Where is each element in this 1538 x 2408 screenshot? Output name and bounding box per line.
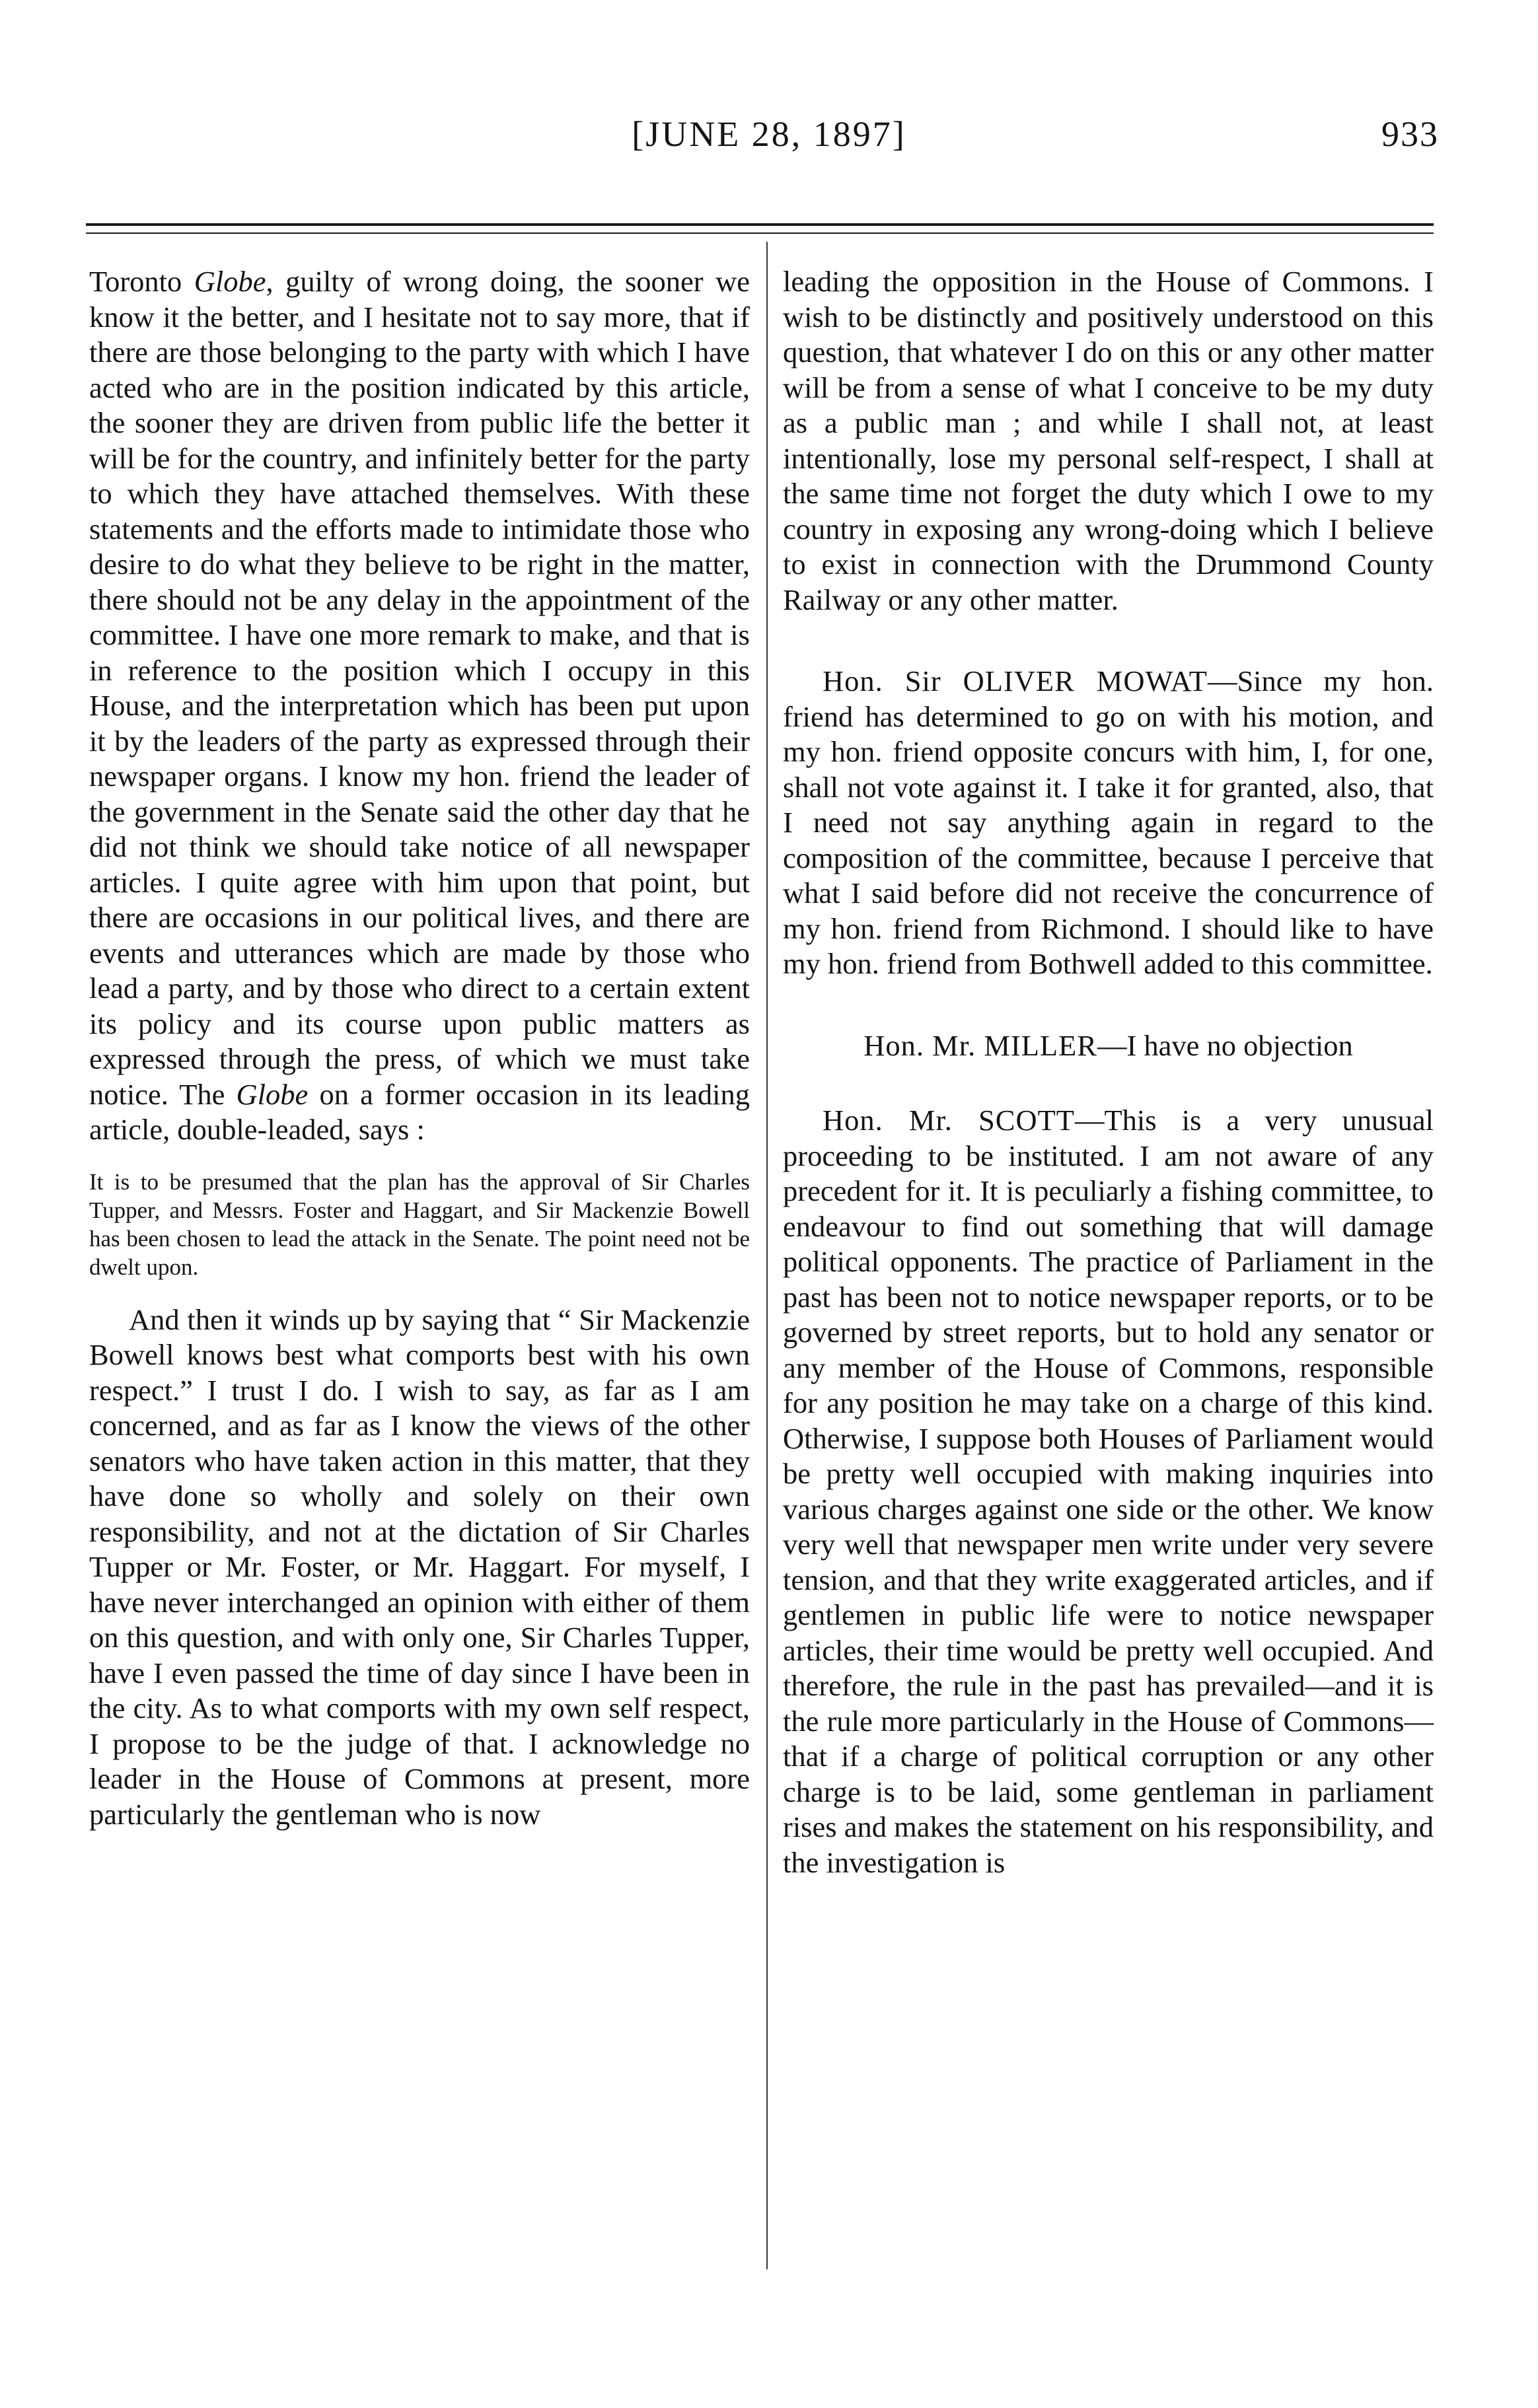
left-paragraph-1-end: on a former occasion in its leading article, double-leaded, says :: [89, 1077, 751, 1146]
running-header-date: [JUNE 28, 1897]: [632, 114, 906, 154]
right-column: [783, 264, 1434, 1880]
left-paragraph-2: And then it winds up by saying that “ Sir Mackenzie Bowell knows best what comports best with his own respect.” I trust I do. I wish to say, as far as I am concerned, and as far as I know the views of the other senators who have taken action in this matter, that they have done so wholly and solely on their own responsibility, and not at the dictation of Sir Charles Tupper or Mr. Foster, or Mr. Haggart. For myself, I have never interchanged an opinion with either of them on this question, and with only one, Sir Charles Tupper, have I even passed the time of day since I have been in the city. As to what comports with my own self respect, I propose to be the judge of that. I acknowledge no leader in the House of Commons at present, more particularly the gentleman who is now: [89, 1302, 750, 1831]
left-paragraph-1-start: Toronto: [89, 265, 194, 298]
miller-speech-text: —I have no objection: [1097, 1028, 1353, 1062]
globe-title-2: Globe: [236, 1077, 309, 1111]
scott-speech-text: —This is a very unusual proceeding to be instituted. I am not aware of any precedent for it. It is peculiarly a fishing committee, to endeavour to find out something that will damage political opponents. The practice of Parliament in the past has been not to notice newspaper reports, or to be governed by street reports, but to hold any senator or any member of the House of Commons, responsible for any position he may take on a charge of this kind. Otherwise, I suppose both Houses of Parliament would be pretty well occupied with making inquiries into various charges against one side or the other. We know very well that newspaper men write under very severe tension, and that they write exaggerated articles, and if gentlemen in public life were to notice newspaper articles, their time would be pretty well occupied. And therefore, the rule in the past has prevailed—and it is the rule more particularly in the House of Commons—that if a charge of political corruption or any other charge is to be laid, some gentleman in parliament rises and makes the statement on his responsibility, and the investigation is: [783, 1104, 1434, 1879]
speaker-name-mowat: Hon. Sir OLIVER MOWAT: [823, 664, 1208, 697]
page-number: 933: [1381, 114, 1439, 154]
left-column: [89, 264, 750, 1832]
globe-title: Globe: [194, 265, 266, 298]
block-quote: It is to be presumed that the plan has the approval of Sir Charles Tupper, and Messrs. Foster and Haggart, and Sir Mackenzie Bowell has been chosen to lead the attack in the Senate. The point need not be dwelt upon.: [89, 1168, 750, 1280]
mowat-speech-text: —Since my hon. friend has determined to go on with his motion, and my hon. friend opposite concurs with him, I, for one, shall not vote against it. I take it for granted, also, that I need not say anything again in regard to the composition of the committee, because I perceive that what I said before did not receive the concurrence of my hon. friend from Richmond. I should like to have my hon. friend from Bothwell added to this committee.: [783, 664, 1434, 980]
left-paragraph-1-body: , guilty of wrong doing, the sooner we know it the better, and I hesitate not to say more, that if there are those belonging to the party with which I have acted who are in the position indicated by this article, the sooner they are driven from public life the better it will be for the country, and infinitely better for the party to which they have attached themselves. With these statements and the efforts made to intimidate those who desire to do what they believe to be right in the matter, there should not be any delay in the appointment of the committee. I have one more remark to make, and that is in reference to the position which I occupy in this House, and the interpretation which has been put upon it by the leaders of the party as expressed through their newspaper organs. I know my hon. friend the leader of the government in the Senate said the other day that he did not think we should take notice of all newspaper articles. I quite agree with him upon that point, but there are occasions in our political lives, and there are events and utterances which are made by those who lead a party, and by those who direct to a certain extent its policy and its course upon public matters as expressed through the press, of which we must take notice. The: [89, 265, 750, 1111]
miller-speech: [783, 1028, 1434, 1064]
mowat-speech: [783, 664, 1434, 982]
column-divider: [766, 242, 768, 2269]
header-rule-thin: [86, 232, 1434, 234]
speaker-name-scott: Hon. Mr. SCOTT: [823, 1104, 1075, 1137]
left-paragraph-1: [89, 264, 750, 1148]
header-rule: [86, 223, 1434, 226]
right-paragraph-1: leading the opposition in the House of Commons. I wish to be distinctly and positively understood on this question, that whatever I do on this or any other matter will be from a sense of what I conceive to be my duty as a public man ; and while I shall not, at least intentionally, lose my personal self-respect, I shall at the same time not forget the duty which I owe to my country in exposing any wrong-doing which I believe to exist in connection with the Drummond County Railway or any other matter.: [783, 265, 1434, 616]
scott-speech: [783, 1103, 1434, 1880]
speaker-name-miller: Hon. Mr. MILLER: [863, 1028, 1097, 1062]
